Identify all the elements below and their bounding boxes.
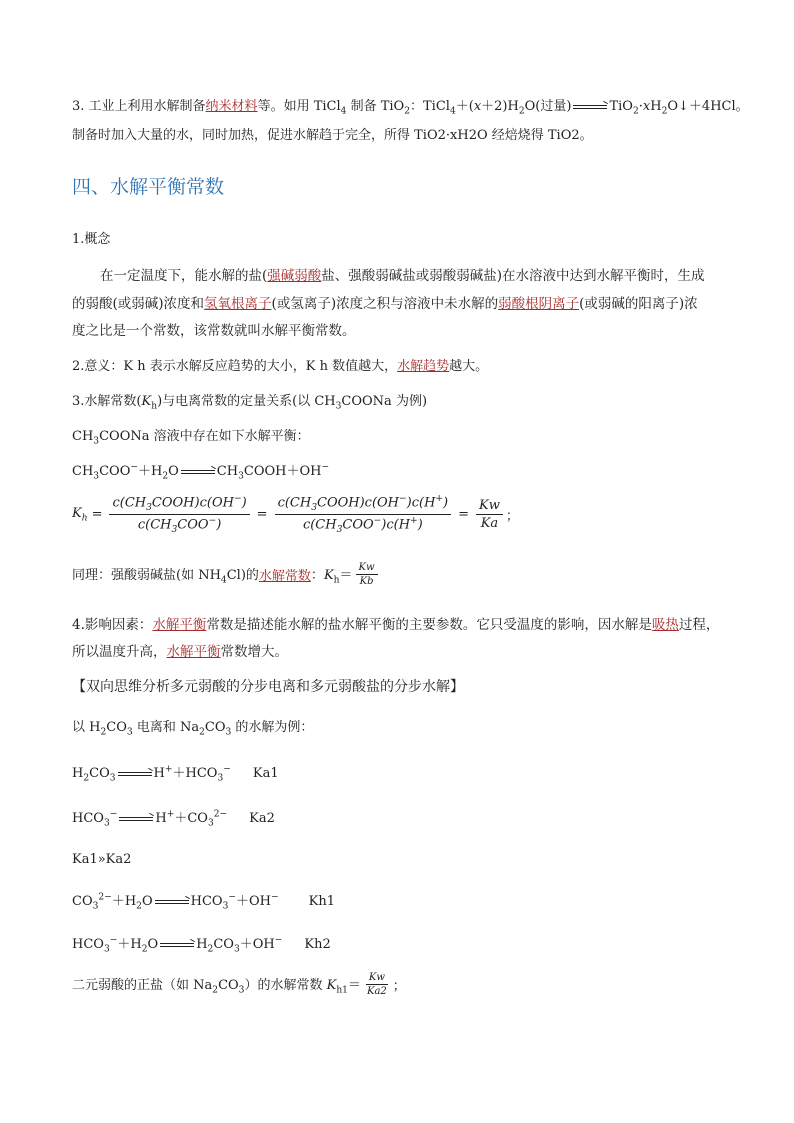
text: 的弱酸(或弱碱)浓度和 (72, 296, 205, 312)
ka2-fraction-den: Ka2 (367, 986, 387, 997)
kh-formula: $K_h$ = $\frac{c(CH_3COOH)c(OH^-)}{c(CH_3COO^-)}$ = $\frac{c(CH_3COOH)c(OH^-)c(H^+)}{c(CH_3COO^-)c(H^+)}$ = $\frac{Kw}{Ka}$ ； (72, 494, 519, 535)
text: 在一定温度下，能水解的盐( (100, 268, 268, 284)
fraction-1-den: $c(CH_3COO^-)$ (137, 515, 222, 535)
text: ：$K_h=$ (310, 567, 353, 586)
equation-kh1: $CO_3^{2-}+H_2O$ $HCO_3^-+OH^-$ Kh1 (72, 892, 335, 912)
equation-ka1: $H_2CO_3$ $H^++HCO_3^-$ Ka1 (72, 764, 279, 784)
bracket-title: 【双向思维分析多元弱酸的分步电离和多元弱酸盐的分步水解】 (72, 679, 464, 695)
text: 所以温度升高， (72, 644, 167, 660)
kh-symbol: $K_h$ (72, 505, 88, 524)
concept-line1 (100, 264, 705, 284)
example-intro: 以 $H_2CO_3$ 电离和 $Na_2CO_3$ 的水解为例： (72, 720, 314, 738)
factors-line2 (72, 640, 288, 660)
equilibrium-arrow (160, 942, 194, 948)
fraction-2-num: $c(CH_3COOH)c(OH^-)c(H^+)$ (275, 494, 452, 515)
ka1-label: Ka1 (252, 766, 279, 781)
ka-compare: Ka1»Ka2 (72, 852, 132, 867)
paragraph-3-line1 (72, 95, 749, 117)
text: 等。如用 TiCl$_4$ 制备 TiO$_2$：$TiCl_4+(x+2)H_2O$(过量) (257, 99, 572, 117)
equation-kh2: $HCO_3^-+H_2O$ $H_2CO_3+OH^-$ Kh2 (72, 935, 331, 955)
equilibrium-arrow (573, 104, 607, 110)
link-hydrolysis-equilibrium-2[interactable]: 水解平衡 (166, 644, 221, 660)
text: 4.影响因素： (72, 617, 153, 633)
fraction-2-den: $c(CH_3COO^-)c(H^+)$ (302, 515, 423, 535)
concept-label: 1.概念 (72, 232, 111, 247)
relation-intro: $CH_3COONa$ 溶液中存在如下水解平衡： (72, 429, 310, 447)
ka2-fraction (364, 972, 390, 997)
relation-title: 3.水解常数$(K_h)$与电离常数的定量关系(以 $CH_3COONa$ 为例) (72, 394, 428, 412)
concept-line3: 度之比是一个常数，该常数就叫水解平衡常数。 (72, 323, 356, 339)
semicolon: ； (505, 508, 519, 524)
text: 越大。 (449, 359, 489, 374)
fraction-1-num: $c(CH_3COOH)c(OH^-)$ (109, 494, 249, 515)
similar-line (72, 562, 381, 587)
link-hydrolysis-constant[interactable]: 水解常数 (258, 569, 311, 584)
section-title: 四、水解平衡常数 (72, 176, 225, 198)
kh2-label: Kh2 (304, 937, 331, 952)
concept-line2 (72, 292, 698, 312)
equilibrium-arrow (118, 771, 152, 777)
fraction-1 (109, 494, 249, 535)
text: 2.意义：K h 表示水解反应趋势的大小，K h 数值越大， (72, 359, 398, 374)
text: 过程， (678, 617, 720, 633)
last-line (72, 972, 406, 997)
factors-line1 (72, 613, 719, 633)
text: 常数增大。 (220, 644, 288, 660)
link-endothermic[interactable]: 吸热 (651, 617, 679, 633)
text: $TiO_2\cdot xH_2O↓+4HCl$。 (609, 99, 749, 117)
link-hydrolysis-trend[interactable]: 水解趋势 (397, 359, 450, 374)
paragraph-3-line2: 制备时加入大量的水，同时加热，促进水解趋于完全，所得 TiO2·xH2O 经焙烧得 TiO2。 (72, 128, 593, 143)
kb-fraction-num: Kw (356, 562, 378, 575)
equilibrium-arrow (155, 899, 189, 905)
fraction-3-num: Kw (476, 498, 503, 515)
link-hydrolysis-equilibrium[interactable]: 水解平衡 (152, 617, 207, 633)
link-strong-base-weak-acid[interactable]: 强碱弱酸 (267, 268, 322, 284)
text: 常数是描述能水解的盐水解平衡的主要参数。它只受温度的影响，因水解是 (206, 617, 652, 633)
text: 二元弱酸的正盐（如 $Na_2CO_3$）的水解常数 $K_{h1}=$ (72, 977, 361, 996)
link-nano-materials[interactable]: 纳米材料 (205, 99, 258, 114)
fraction-2 (275, 494, 452, 535)
fraction-3-den: Ka (480, 515, 499, 531)
text: 同理：强酸弱碱盐(如 $NH_4Cl$)的 (72, 567, 259, 586)
ka2-label: Ka2 (249, 811, 275, 826)
kh1-label: Kh1 (308, 894, 335, 909)
link-weak-acid-anion[interactable]: 弱酸根阴离子 (498, 296, 580, 312)
text: 盐、强酸弱碱盐或弱酸弱碱盐)在水溶液中达到水解平衡时，生成 (321, 268, 705, 284)
fraction-3 (476, 498, 503, 531)
equation-ka2: $HCO_3^-$ $H^++CO_3^{2-}$ Ka2 (72, 809, 275, 829)
equilibrium-arrow (181, 469, 215, 475)
acetate-equation: $CH_3COO^-+H_2O$ $CH_3COOH+OH^-$ (72, 462, 330, 482)
ka2-fraction-num: Kw (366, 972, 388, 985)
link-hydroxide-ion[interactable]: 氢氧根离子 (204, 296, 272, 312)
kb-fraction (356, 562, 378, 587)
text: (或氢离子)浓度之积与溶液中未水解的 (271, 296, 499, 312)
equilibrium-arrow (119, 816, 153, 822)
meaning-line (72, 355, 488, 374)
kb-fraction-den: Kb (359, 576, 374, 587)
text: 3. 工业上利用水解制备 (72, 99, 206, 114)
semicolon: ； (392, 979, 406, 994)
text: (或弱碱的阳离子)浓 (579, 296, 698, 312)
